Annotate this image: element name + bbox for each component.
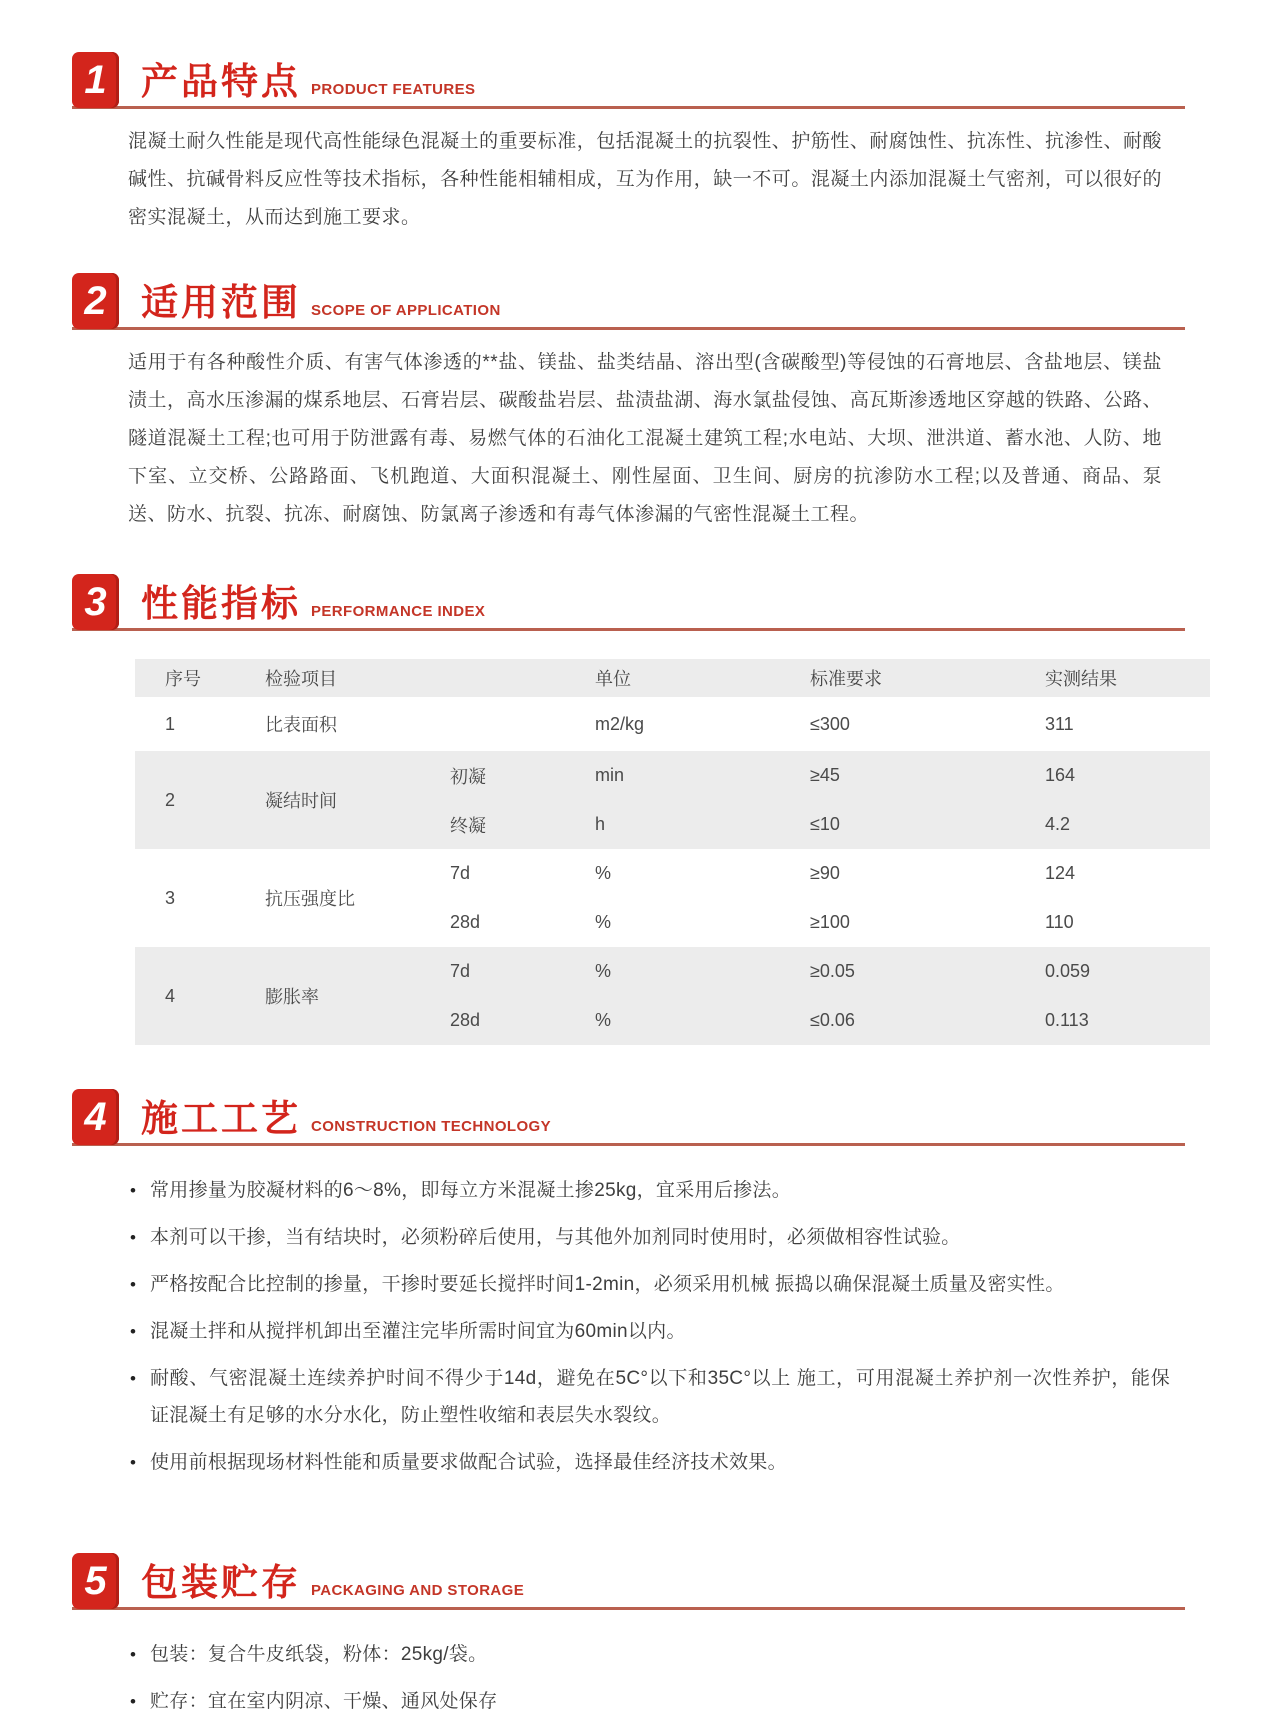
table-row (135, 697, 1210, 751)
cell-standard: ≥100 (810, 912, 850, 932)
cell-no: 3 (165, 887, 176, 908)
bullet-dot-icon: • (130, 1228, 137, 1247)
section-3-header (72, 574, 1185, 631)
bullet-dot-icon: • (130, 1181, 137, 1200)
section-construction-technology (0, 1045, 1280, 1481)
construction-bullet-list (130, 1172, 1170, 1481)
section-performance-index (0, 534, 1280, 1045)
cell-standard: ≤0.06 (810, 1010, 855, 1030)
section-product-features (0, 0, 1280, 237)
cell-no: 1 (165, 713, 176, 734)
cell-unit: min (595, 765, 625, 785)
bullet-dot-icon: • (130, 1692, 137, 1711)
bullet-text: 贮存：宜在室内阴凉、干燥、通风处保存 (150, 1691, 498, 1712)
cell-standard: ≥0.05 (810, 961, 855, 981)
cell-result: 110 (1045, 912, 1074, 932)
section-4-number-badge: 4 (72, 1089, 119, 1145)
cell-sub: 终凝 (450, 815, 486, 836)
cell-sub: 初凝 (450, 766, 486, 787)
section-1-header (72, 52, 1185, 109)
cell-result: 0.059 (1045, 961, 1091, 981)
section-1-paragraph: 混凝土耐久性能是现代高性能绿色混凝土的重要标准，包括混凝土的抗裂性、护筋性、耐腐蚀性、抗冻性、抗渗性、耐酸碱性、抗碱骨料反应性等技术指标，各种性能相辅相成，互为作用，缺一不可。混凝土内添加混凝土气密剂，可以很好的密实混凝土，从而达到施工要求。 (128, 131, 1162, 228)
section-5-number-badge: 5 (72, 1553, 119, 1609)
section-scope-of-application (0, 237, 1280, 534)
cell-standard: ≥45 (810, 765, 840, 785)
cell-unit: m2/kg (595, 713, 645, 734)
bullet-text: 常用掺量为胶凝材料的6～8%，即每立方米混凝土掺25kg，宜采用后掺法。 (150, 1180, 792, 1201)
performance-table (135, 659, 1210, 1045)
col-header-unit: 单位 (595, 669, 631, 689)
cell-unit: % (595, 863, 612, 883)
section-4-header (72, 1089, 1185, 1146)
bullet-text: 混凝土拌和从搅拌机卸出至灌注完毕所需时间宜为60min以内。 (150, 1321, 686, 1342)
cell-no: 2 (165, 789, 176, 810)
bullet-dot-icon: • (130, 1275, 137, 1294)
bullet-dot-icon: • (130, 1369, 137, 1388)
section-2-header (72, 273, 1185, 330)
cell-unit: h (595, 814, 606, 834)
list-item (130, 1636, 1170, 1673)
bullet-text: 本剂可以干掺，当有结块时，必须粉碎后使用，与其他外加剂同时使用时，必须做相容性试验。 (150, 1227, 961, 1248)
packaging-bullet-list (130, 1636, 1170, 1720)
cell-unit: % (595, 1010, 612, 1030)
cell-sub: 28d (450, 912, 481, 932)
cell-standard: ≥90 (810, 863, 840, 883)
col-header-standard: 标准要求 (810, 669, 882, 689)
list-item (130, 1172, 1170, 1209)
list-item (130, 1266, 1170, 1303)
table-header-row (135, 659, 1210, 697)
list-item (130, 1219, 1170, 1256)
section-1-title-en: PRODUCT FEATURES (311, 81, 476, 98)
cell-sub: 7d (450, 863, 471, 883)
section-4-title-zh: 施工工艺 (141, 1098, 301, 1139)
bullet-text: 严格按配合比控制的掺量，干掺时要延长搅拌时间1-2min，必须采用机械 振捣以确保混凝土质量及密实性。 (150, 1274, 1065, 1295)
section-packaging-and-storage (0, 1491, 1280, 1720)
cell-item: 凝结时间 (265, 791, 337, 811)
cell-standard: ≤300 (810, 713, 850, 734)
bullet-text: 使用前根据现场材料性能和质量要求做配合试验，选择最佳经济技术效果。 (150, 1452, 787, 1473)
section-3-title-zh: 性能指标 (141, 583, 301, 624)
col-header-item: 检验项目 (265, 669, 337, 689)
table-row-group (135, 849, 1210, 947)
cell-unit: % (595, 912, 612, 932)
section-2-title-zh: 适用范围 (141, 282, 301, 323)
list-item (130, 1360, 1170, 1434)
cell-sub: 7d (450, 961, 471, 981)
section-1-number-badge: 1 (72, 52, 119, 108)
cell-result: 311 (1045, 713, 1074, 734)
bullet-dot-icon: • (130, 1322, 137, 1341)
cell-item: 膨胀率 (265, 987, 319, 1007)
section-2-title-en: SCOPE OF APPLICATION (311, 302, 501, 319)
section-5-title-zh: 包装贮存 (141, 1562, 301, 1603)
cell-result: 164 (1045, 765, 1076, 785)
bullet-text: 耐酸、气密混凝土连续养护时间不得少于14d，避免在5C°以下和35C°以上 施工，可用混凝土养护剂一次性养护，能保证混凝土有足够的水分水化，防止塑性收缩和表层失水裂纹。 (150, 1368, 1170, 1426)
bullet-dot-icon: • (130, 1645, 137, 1664)
col-header-result: 实测结果 (1045, 669, 1117, 689)
section-4-title-en: CONSTRUCTION TECHNOLOGY (311, 1118, 552, 1135)
bullet-text: 包装：复合牛皮纸袋，粉体：25kg/袋。 (150, 1644, 488, 1665)
col-header-no: 序号 (165, 669, 201, 689)
cell-result: 0.113 (1045, 1010, 1089, 1030)
cell-standard: ≤10 (810, 814, 840, 834)
section-3-number-badge: 3 (72, 574, 119, 630)
cell-unit: % (595, 961, 612, 981)
table-row-group (135, 947, 1210, 1045)
cell-no: 4 (165, 985, 176, 1006)
cell-result: 4.2 (1045, 814, 1071, 834)
cell-item: 比表面积 (265, 715, 337, 735)
section-2-number-badge: 2 (72, 273, 119, 329)
section-5-header (72, 1553, 1185, 1610)
section-5-title-en: PACKAGING AND STORAGE (311, 1582, 525, 1599)
section-2-paragraph: 适用于有各种酸性介质、有害气体渗透的**盐、镁盐、盐类结晶、溶出型(含碳酸型)等侵蚀的石膏地层、含盐地层、镁盐渍土，高水压渗漏的煤系地层、石膏岩层、碳酸盐岩层、盐渍盐湖、海水氯盐侵蚀、高瓦斯渗透地区穿越的铁路、公路、隧道混凝土工程;也可用于防泄露有毒、易燃气体的石油化工混凝土建筑工程;水电站、大坝、泄洪道、蓄水池、人防、地下室、立交桥、公路路面、飞机跑道、大面积混凝土、刚性屋面、卫生间、厨房的抗渗防水工程;以及普通、商品、泵送、防水、抗裂、抗冻、耐腐蚀、防氯离子渗透和有毒气体渗漏的气密性混凝土工程。 (128, 352, 1162, 525)
cell-sub: 28d (450, 1010, 481, 1030)
list-item (130, 1444, 1170, 1481)
section-1-title-zh: 产品特点 (141, 61, 301, 102)
list-item (130, 1313, 1170, 1350)
table-row-group (135, 751, 1210, 849)
cell-item: 抗压强度比 (265, 889, 355, 909)
bullet-dot-icon: • (130, 1453, 137, 1472)
section-3-title-en: PERFORMANCE INDEX (311, 603, 486, 620)
cell-result: 124 (1045, 863, 1076, 883)
list-item (130, 1683, 1170, 1720)
